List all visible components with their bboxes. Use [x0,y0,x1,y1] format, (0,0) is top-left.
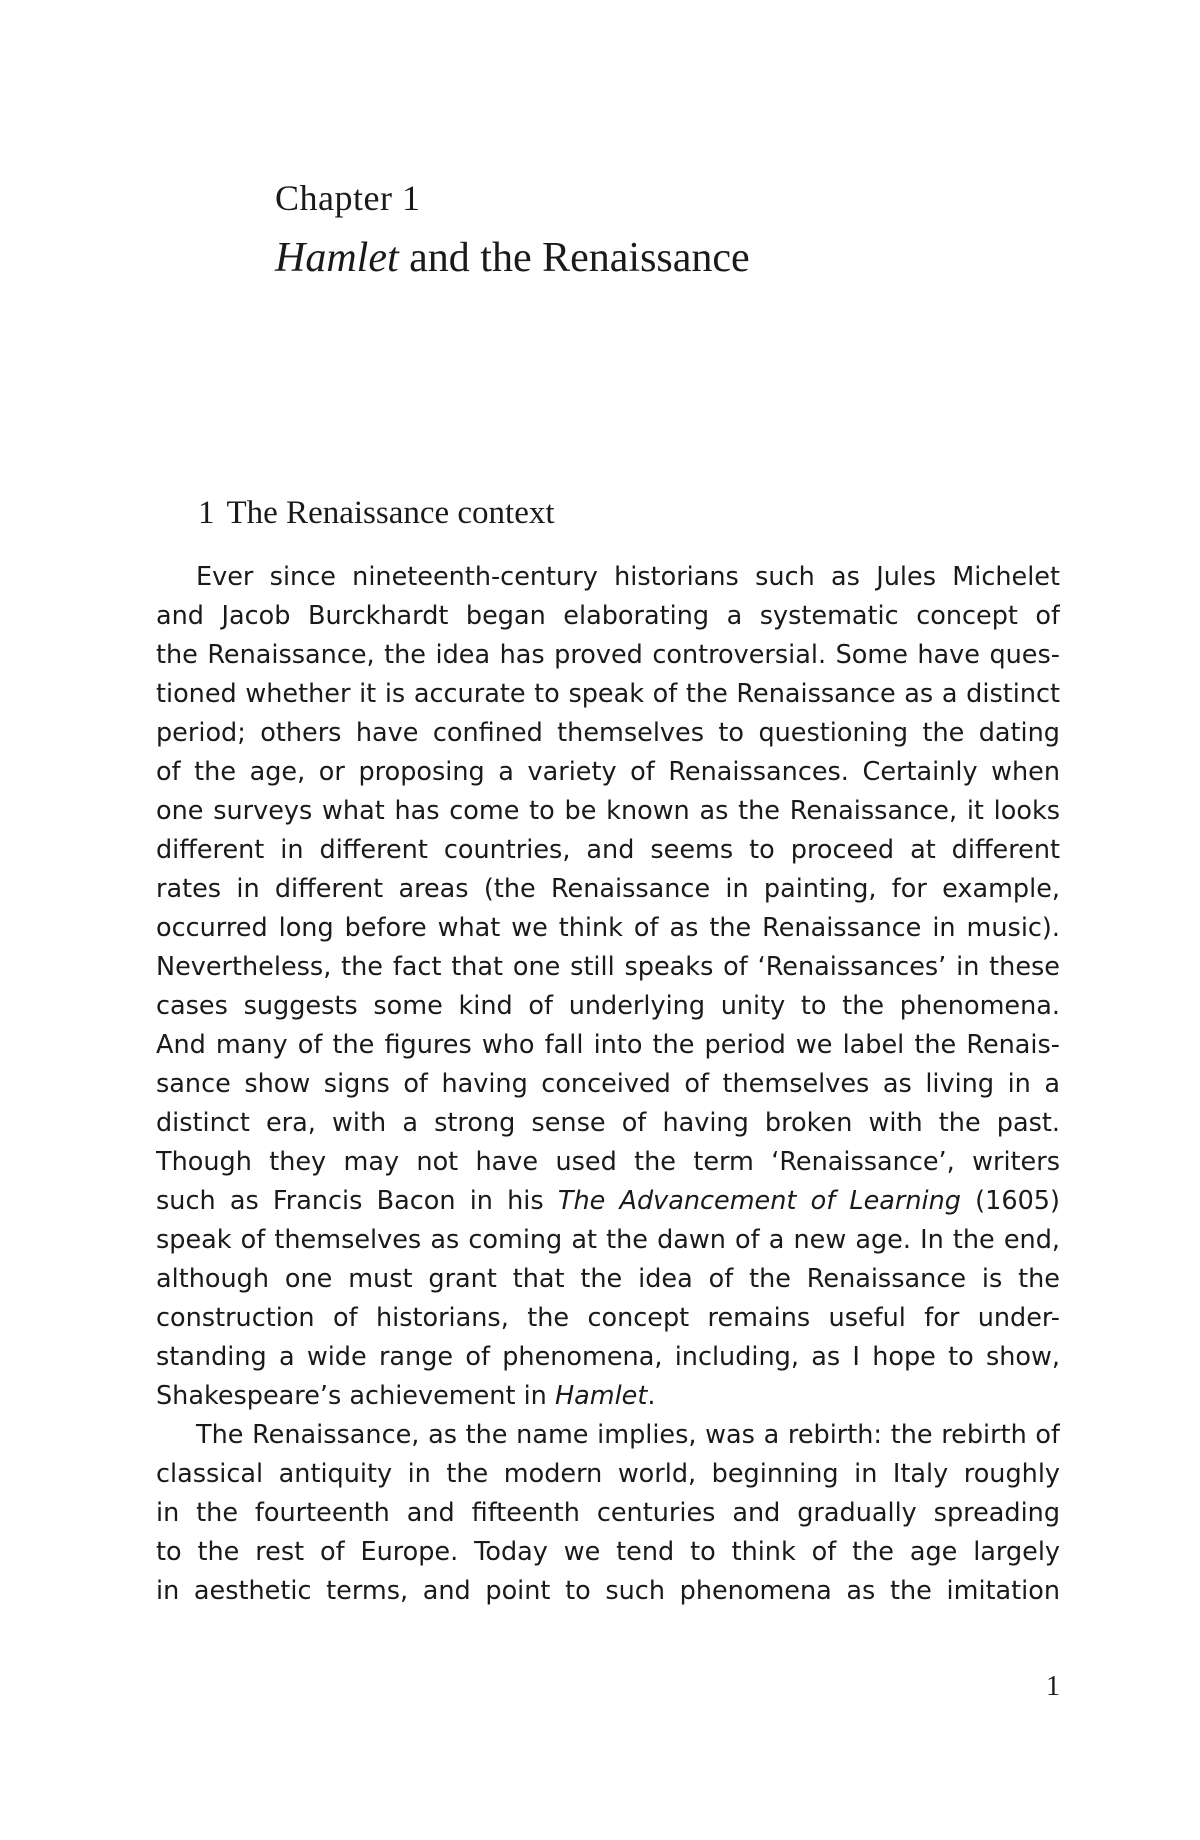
paragraph-line: rates in different areas (the Renaissance in painting, for example, [156,874,1060,904]
paragraph-line [156,1182,1060,1221]
line-text: . [647,1381,656,1411]
paragraph-line: Nevertheless, the fact that one still speaks of ‘Renaissances’ in these [156,952,1060,982]
section-number: 1 [198,495,215,531]
paragraph-line: cases suggests some kind of underlying unity to the phenomena. [156,991,1060,1021]
book-title-italic: The Advancement of Learning [557,1186,961,1216]
body-text [156,558,1060,1611]
chapter-title [275,234,750,282]
paragraph-line: although one must grant that the idea of the Renaissance is the [156,1264,1060,1294]
paragraph-line: Though they may not have used the term ‘Renaissance’, writers [156,1147,1060,1177]
paragraph-line: speak of themselves as coming at the dawn of a new age. In the end, [156,1225,1060,1255]
paragraph-line: and Jacob Burckhardt began elaborating a systematic concept of [156,601,1060,631]
paragraph-line: to the rest of Europe. Today we tend to think of the age largely [156,1537,1060,1567]
paragraph-line: classical antiquity in the modern world, beginning in Italy roughly [156,1459,1060,1489]
paragraph-line: of the age, or proposing a variety of Renaissances. Certainly when [156,757,1060,787]
paragraph-line: And many of the figures who fall into the period we label the Renais- [156,1030,1060,1060]
paragraph-line: standing a wide range of phenomena, including, as I hope to show, [156,1342,1060,1372]
paragraph-line [156,1377,1060,1416]
paragraph-line: sance show signs of having conceived of themselves as living in a [156,1069,1060,1099]
chapter-title-italic: Hamlet [275,235,399,281]
play-title-italic: Hamlet [554,1381,648,1411]
paragraph-line: The Renaissance, as the name implies, was a rebirth: the rebirth of [196,1420,1060,1450]
paragraph-line: distinct era, with a strong sense of having broken with the past. [156,1108,1060,1138]
paragraph-line: Ever since nineteenth-century historians such as Jules Michelet [196,562,1060,592]
paragraph-line: different in different countries, and seems to proceed at different [156,835,1060,865]
line-text: such as Francis Bacon in his [156,1186,558,1216]
line-text: (1605) [960,1186,1060,1216]
paragraph-line: one surveys what has come to be known as the Renaissance, it looks [156,796,1060,826]
section-title: The Renaissance context [226,495,555,531]
paragraph-line: period; others have confined themselves to questioning the dating [156,718,1060,748]
page-number: 1 [1046,1671,1060,1702]
paragraph-line: the Renaissance, the idea has proved controversial. Some have ques- [156,640,1060,670]
line-text: Shakespeare’s achievement in [156,1381,555,1411]
paragraph-line: in aesthetic terms, and point to such phenomena as the imitation [156,1576,1060,1606]
section-heading [198,493,555,533]
chapter-label: Chapter 1 [275,178,421,218]
paragraph-line: tioned whether it is accurate to speak of the Renaissance as a distinct [156,679,1060,709]
paragraph-line: in the fourteenth and fifteenth centuries and gradually spreading [156,1498,1060,1528]
paragraph-line: construction of historians, the concept remains useful for under- [156,1303,1060,1333]
chapter-title-rest: and the Renaissance [398,235,750,281]
paragraph-line: occurred long before what we think of as the Renaissance in music). [156,913,1060,943]
